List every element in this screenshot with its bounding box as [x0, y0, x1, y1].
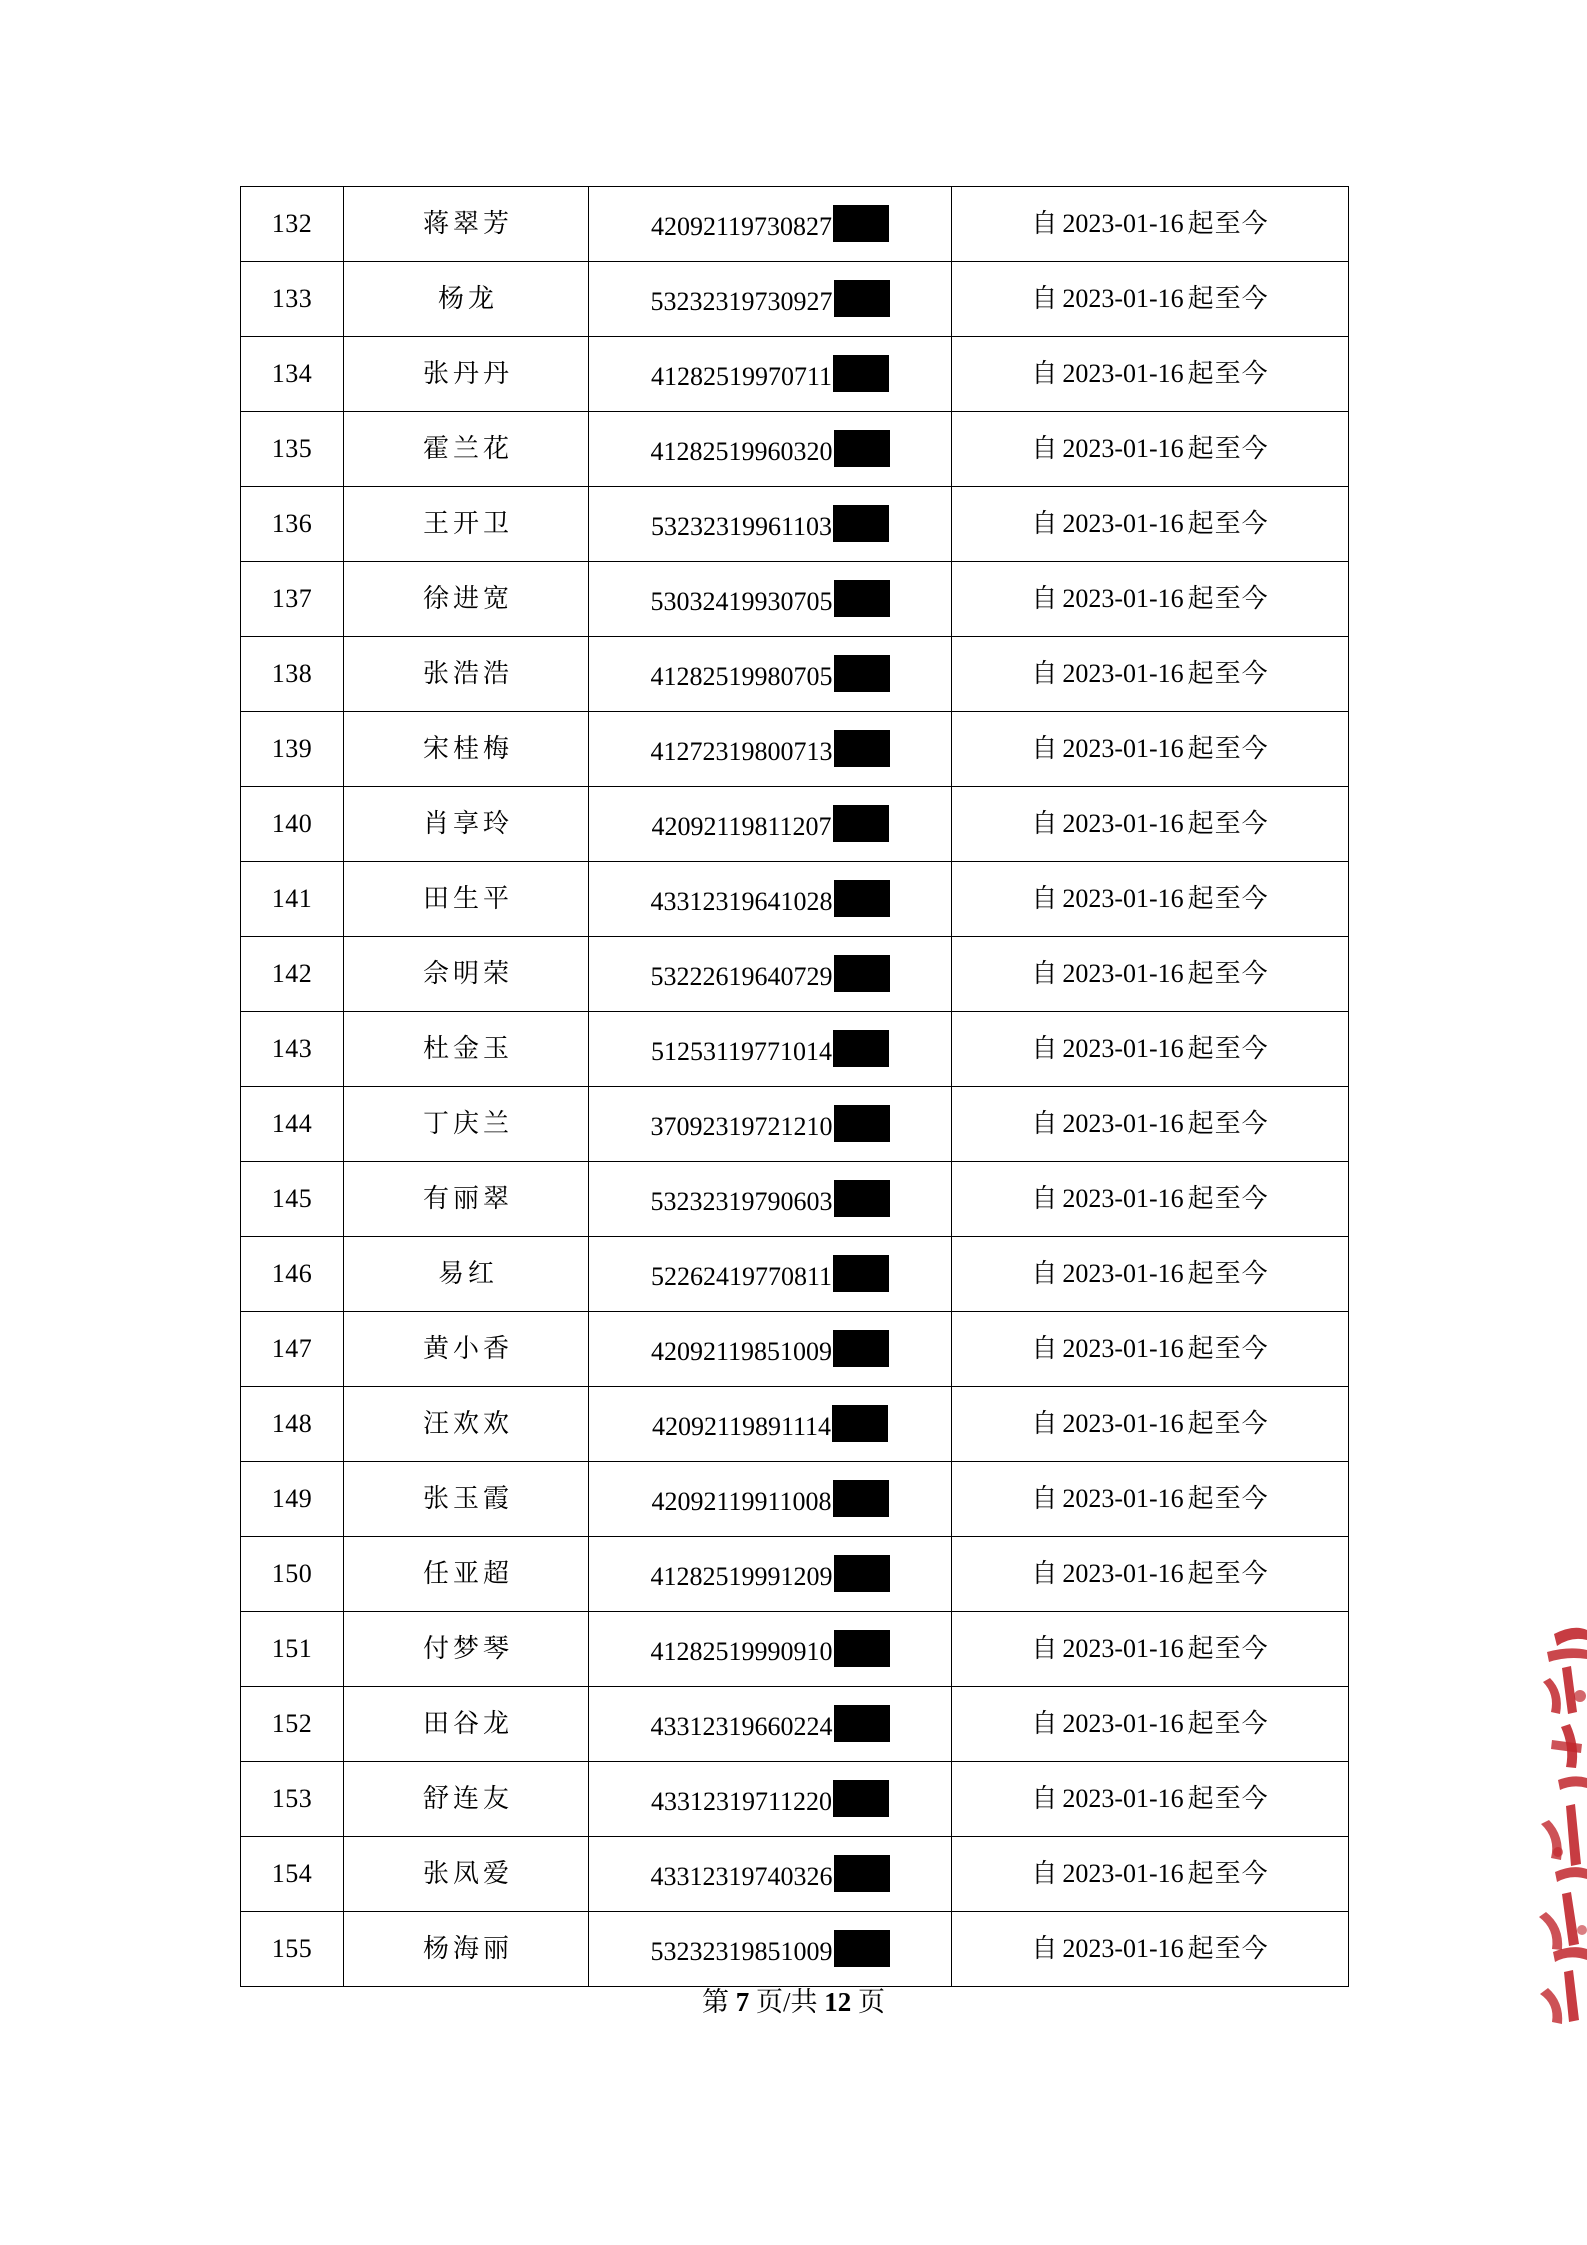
row-period [952, 1687, 1349, 1762]
redaction-bar [834, 1555, 890, 1592]
row-period-prefix: 自 [1031, 1858, 1059, 1888]
row-period-prefix: 自 [1031, 1933, 1059, 1963]
row-period-date: 2023-01-16 [1062, 733, 1184, 763]
row-period-date: 2023-01-16 [1062, 583, 1184, 613]
row-index: 138 [241, 637, 344, 712]
table-row [241, 1387, 1349, 1462]
row-person-name: 徐进宽 [344, 562, 589, 637]
row-index: 144 [241, 1087, 344, 1162]
row-period [952, 1762, 1349, 1837]
row-period [952, 187, 1349, 262]
table-row [241, 1162, 1349, 1237]
row-person-name: 有丽翠 [344, 1162, 589, 1237]
row-period [952, 337, 1349, 412]
row-period-prefix: 自 [1031, 583, 1059, 613]
row-period-suffix: 起至今 [1187, 808, 1269, 838]
row-person-name: 田谷龙 [344, 1687, 589, 1762]
row-person-name: 杨龙 [344, 262, 589, 337]
row-period [952, 1237, 1349, 1312]
row-period [952, 262, 1349, 337]
row-id-number-text: 42092119730827 [650, 211, 833, 241]
row-id-number-text: 52262419770811 [650, 1261, 833, 1291]
row-period-prefix: 自 [1031, 883, 1059, 913]
row-period-prefix: 自 [1031, 1258, 1059, 1288]
row-period-suffix: 起至今 [1187, 658, 1269, 688]
row-id-number-text: 53232319730927 [650, 286, 833, 316]
row-period [952, 412, 1349, 487]
row-person-name: 宋桂梅 [344, 712, 589, 787]
row-id-number-text: 53032419930705 [650, 586, 833, 616]
table-row [241, 337, 1349, 412]
footer-middle: 页/共 [755, 1987, 818, 2017]
row-period [952, 637, 1349, 712]
table-row [241, 1912, 1349, 1987]
redaction-bar [833, 1330, 889, 1367]
row-index: 147 [241, 1312, 344, 1387]
table-row [241, 637, 1349, 712]
row-index: 140 [241, 787, 344, 862]
row-id-number [589, 1837, 952, 1912]
row-period-prefix: 自 [1031, 1558, 1059, 1588]
row-index: 154 [241, 1837, 344, 1912]
row-period-prefix: 自 [1031, 208, 1059, 238]
row-period [952, 1612, 1349, 1687]
row-period-date: 2023-01-16 [1062, 508, 1184, 538]
row-period-date: 2023-01-16 [1062, 208, 1184, 238]
row-period-prefix: 自 [1031, 1183, 1059, 1213]
redaction-bar [834, 1930, 890, 1967]
redaction-bar [833, 805, 889, 842]
row-period-date: 2023-01-16 [1062, 1483, 1184, 1513]
row-index: 153 [241, 1762, 344, 1837]
row-id-number-text: 42092119891114 [651, 1411, 832, 1441]
row-person-name: 黄小香 [344, 1312, 589, 1387]
row-person-name: 王开卫 [344, 487, 589, 562]
row-period-prefix: 自 [1031, 808, 1059, 838]
row-period-prefix: 自 [1031, 958, 1059, 988]
row-period-suffix: 起至今 [1187, 1408, 1269, 1438]
table-row [241, 1537, 1349, 1612]
row-index: 143 [241, 1012, 344, 1087]
row-period-date: 2023-01-16 [1062, 1333, 1184, 1363]
row-period-suffix: 起至今 [1187, 1933, 1269, 1963]
row-index: 142 [241, 937, 344, 1012]
row-period [952, 562, 1349, 637]
row-id-number [589, 412, 952, 487]
row-period-suffix: 起至今 [1187, 1783, 1269, 1813]
table-row [241, 712, 1349, 787]
redaction-bar [834, 655, 890, 692]
row-person-name: 张浩浩 [344, 637, 589, 712]
row-period-date: 2023-01-16 [1062, 1033, 1184, 1063]
row-period-date: 2023-01-16 [1062, 808, 1184, 838]
row-id-number-text: 43312319660224 [650, 1711, 833, 1741]
row-id-number [589, 337, 952, 412]
row-id-number [589, 262, 952, 337]
row-id-number-text: 53232319790603 [650, 1186, 833, 1216]
row-period-suffix: 起至今 [1187, 1033, 1269, 1063]
red-official-seal [1492, 1620, 1587, 2040]
row-person-name: 张凤爱 [344, 1837, 589, 1912]
row-person-name: 蒋翠芳 [344, 187, 589, 262]
row-period-suffix: 起至今 [1187, 1558, 1269, 1588]
redaction-bar [833, 355, 889, 392]
table-row [241, 1612, 1349, 1687]
row-period [952, 787, 1349, 862]
row-period-suffix: 起至今 [1187, 883, 1269, 913]
redaction-bar [833, 1255, 889, 1292]
row-period [952, 712, 1349, 787]
records-table-body [241, 187, 1349, 1987]
row-index: 155 [241, 1912, 344, 1987]
row-period-suffix: 起至今 [1187, 358, 1269, 388]
row-period-prefix: 自 [1031, 733, 1059, 763]
row-period-suffix: 起至今 [1187, 1708, 1269, 1738]
row-person-name: 付梦琴 [344, 1612, 589, 1687]
table-row [241, 1762, 1349, 1837]
row-index: 145 [241, 1162, 344, 1237]
row-id-number-text: 41282519991209 [650, 1561, 833, 1591]
row-period [952, 1537, 1349, 1612]
table-row [241, 787, 1349, 862]
row-period [952, 1087, 1349, 1162]
row-period-date: 2023-01-16 [1062, 1183, 1184, 1213]
row-person-name: 丁庆兰 [344, 1087, 589, 1162]
footer-total-pages: 12 [824, 1987, 852, 2017]
footer-suffix: 页 [858, 1987, 885, 2017]
row-index: 149 [241, 1462, 344, 1537]
redaction-bar [832, 1405, 888, 1442]
page-footer [0, 1980, 1587, 2019]
row-period-date: 2023-01-16 [1062, 433, 1184, 463]
row-id-number [589, 1312, 952, 1387]
row-id-number-text: 43312319711220 [650, 1786, 833, 1816]
row-index: 134 [241, 337, 344, 412]
row-period-date: 2023-01-16 [1062, 1783, 1184, 1813]
table-row [241, 1087, 1349, 1162]
row-index: 135 [241, 412, 344, 487]
row-index: 137 [241, 562, 344, 637]
redaction-bar [834, 1105, 890, 1142]
row-id-number-text: 53232319961103 [650, 511, 833, 541]
row-person-name: 霍兰花 [344, 412, 589, 487]
row-id-number [589, 1162, 952, 1237]
row-id-number-text: 43312319641028 [650, 886, 833, 916]
row-person-name: 张丹丹 [344, 337, 589, 412]
row-period-suffix: 起至今 [1187, 508, 1269, 538]
row-period [952, 1162, 1349, 1237]
row-id-number [589, 1687, 952, 1762]
row-id-number-text: 41272319800713 [650, 736, 833, 766]
row-period-suffix: 起至今 [1187, 958, 1269, 988]
row-period-date: 2023-01-16 [1062, 1933, 1184, 1963]
row-id-number [589, 487, 952, 562]
row-id-number [589, 637, 952, 712]
row-id-number [589, 1537, 952, 1612]
row-id-number-text: 43312319740326 [650, 1861, 833, 1891]
table-row [241, 487, 1349, 562]
row-index: 148 [241, 1387, 344, 1462]
row-period-suffix: 起至今 [1187, 208, 1269, 238]
redaction-bar [833, 505, 889, 542]
row-id-number [589, 787, 952, 862]
table-row [241, 562, 1349, 637]
row-id-number-text: 42092119851009 [650, 1336, 833, 1366]
row-index: 146 [241, 1237, 344, 1312]
row-period-date: 2023-01-16 [1062, 358, 1184, 388]
redaction-bar [833, 1780, 889, 1817]
row-person-name: 杨海丽 [344, 1912, 589, 1987]
row-period-date: 2023-01-16 [1062, 1108, 1184, 1138]
row-period-suffix: 起至今 [1187, 1183, 1269, 1213]
row-person-name: 田生平 [344, 862, 589, 937]
redaction-bar [834, 1705, 890, 1742]
row-person-name: 杜金玉 [344, 1012, 589, 1087]
row-index: 141 [241, 862, 344, 937]
row-period-prefix: 自 [1031, 283, 1059, 313]
row-index: 152 [241, 1687, 344, 1762]
row-period-prefix: 自 [1031, 1408, 1059, 1438]
row-id-number-text: 53232319851009 [650, 1936, 833, 1966]
row-period-suffix: 起至今 [1187, 583, 1269, 613]
table-row [241, 1687, 1349, 1762]
row-id-number-text: 42092119911008 [651, 1486, 832, 1516]
row-period-prefix: 自 [1031, 508, 1059, 538]
row-id-number [589, 1387, 952, 1462]
row-period-date: 2023-01-16 [1062, 958, 1184, 988]
row-period-prefix: 自 [1031, 358, 1059, 388]
row-period-prefix: 自 [1031, 433, 1059, 463]
redaction-bar [834, 730, 890, 767]
row-id-number [589, 187, 952, 262]
row-id-number [589, 1612, 952, 1687]
row-period-suffix: 起至今 [1187, 433, 1269, 463]
row-period-prefix: 自 [1031, 1483, 1059, 1513]
row-id-number [589, 1762, 952, 1837]
row-period-suffix: 起至今 [1187, 283, 1269, 313]
row-period [952, 1912, 1349, 1987]
table-row [241, 1837, 1349, 1912]
row-period-date: 2023-01-16 [1062, 1633, 1184, 1663]
row-period-date: 2023-01-16 [1062, 883, 1184, 913]
row-period-suffix: 起至今 [1187, 1258, 1269, 1288]
redaction-bar [833, 205, 889, 242]
row-period-date: 2023-01-16 [1062, 658, 1184, 688]
row-period-date: 2023-01-16 [1062, 1858, 1184, 1888]
row-id-number-text: 41282519960320 [650, 436, 833, 466]
row-period-prefix: 自 [1031, 1783, 1059, 1813]
row-index: 150 [241, 1537, 344, 1612]
row-index: 136 [241, 487, 344, 562]
row-person-name: 任亚超 [344, 1537, 589, 1612]
row-period-suffix: 起至今 [1187, 1333, 1269, 1363]
redaction-bar [834, 430, 890, 467]
row-person-name: 肖享玲 [344, 787, 589, 862]
row-period-suffix: 起至今 [1187, 1858, 1269, 1888]
table-row [241, 187, 1349, 262]
row-period-date: 2023-01-16 [1062, 1258, 1184, 1288]
row-period-date: 2023-01-16 [1062, 1708, 1184, 1738]
row-period [952, 1012, 1349, 1087]
row-period [952, 937, 1349, 1012]
redaction-bar [833, 1480, 889, 1517]
row-period-suffix: 起至今 [1187, 1483, 1269, 1513]
row-period [952, 487, 1349, 562]
redaction-bar [833, 1030, 889, 1067]
redaction-bar [834, 1180, 890, 1217]
row-period-date: 2023-01-16 [1062, 1558, 1184, 1588]
row-person-name: 舒连友 [344, 1762, 589, 1837]
row-period-prefix: 自 [1031, 1108, 1059, 1138]
row-id-number-text: 41282519980705 [650, 661, 833, 691]
row-period [952, 1387, 1349, 1462]
row-id-number-text: 42092119811207 [651, 811, 832, 841]
row-person-name: 易红 [344, 1237, 589, 1312]
footer-prefix: 第 [701, 1987, 729, 2017]
redaction-bar [834, 280, 890, 317]
row-period [952, 1837, 1349, 1912]
row-id-number [589, 1012, 952, 1087]
redaction-bar [834, 1855, 890, 1892]
row-person-name: 佘明荣 [344, 937, 589, 1012]
row-period-date: 2023-01-16 [1062, 283, 1184, 313]
row-id-number [589, 712, 952, 787]
row-id-number [589, 1912, 952, 1987]
row-index: 139 [241, 712, 344, 787]
table-row [241, 937, 1349, 1012]
records-table [240, 186, 1349, 1987]
row-id-number [589, 937, 952, 1012]
row-id-number-text: 53222619640729 [650, 961, 833, 991]
row-id-number-text: 41282519970711 [650, 361, 833, 391]
row-id-number [589, 862, 952, 937]
table-row [241, 1462, 1349, 1537]
row-period-prefix: 自 [1031, 658, 1059, 688]
row-id-number [589, 1237, 952, 1312]
table-row [241, 1312, 1349, 1387]
row-period [952, 862, 1349, 937]
footer-page-number: 7 [735, 1987, 750, 2017]
row-period-suffix: 起至今 [1187, 733, 1269, 763]
row-period-prefix: 自 [1031, 1708, 1059, 1738]
row-period [952, 1312, 1349, 1387]
table-row [241, 412, 1349, 487]
row-period-date: 2023-01-16 [1062, 1408, 1184, 1438]
table-row [241, 262, 1349, 337]
table-row [241, 1237, 1349, 1312]
redaction-bar [834, 880, 890, 917]
row-period-suffix: 起至今 [1187, 1633, 1269, 1663]
row-index: 132 [241, 187, 344, 262]
records-table-container [240, 186, 1348, 1987]
redaction-bar [834, 955, 890, 992]
row-period-prefix: 自 [1031, 1033, 1059, 1063]
row-period-prefix: 自 [1031, 1633, 1059, 1663]
redaction-bar [834, 1630, 890, 1667]
row-index: 151 [241, 1612, 344, 1687]
row-id-number-text: 37092319721210 [650, 1111, 833, 1141]
row-index: 133 [241, 262, 344, 337]
row-id-number-text: 51253119771014 [650, 1036, 833, 1066]
row-id-number [589, 562, 952, 637]
row-person-name: 汪欢欢 [344, 1387, 589, 1462]
row-id-number [589, 1462, 952, 1537]
row-period-suffix: 起至今 [1187, 1108, 1269, 1138]
table-row [241, 1012, 1349, 1087]
row-id-number [589, 1087, 952, 1162]
redaction-bar [834, 580, 890, 617]
row-period-prefix: 自 [1031, 1333, 1059, 1363]
table-row [241, 862, 1349, 937]
row-period [952, 1462, 1349, 1537]
row-person-name: 张玉霞 [344, 1462, 589, 1537]
row-id-number-text: 41282519990910 [650, 1636, 833, 1666]
